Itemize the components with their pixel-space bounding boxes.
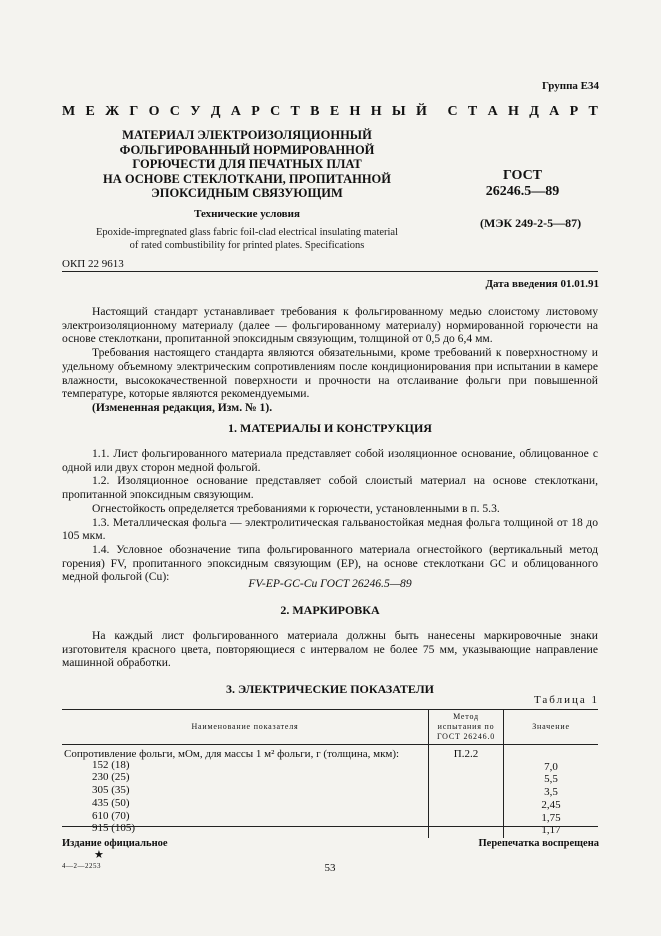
print-code: 4—2—2253 [62, 862, 101, 870]
standard-banner [62, 104, 598, 120]
official-edition: Издание официальное [62, 838, 168, 849]
paragraph: 1.2. Изоляционное основание представляет собой слоистый материал на основе стеклоткани, пропитанной эпоксидным связующим. [62, 474, 598, 502]
banner-letter: Ж [105, 104, 120, 119]
okp-code: ОКП 22 9613 [62, 258, 124, 270]
table-row [62, 745, 598, 760]
col-header-name: Наименование показателя [62, 710, 429, 745]
group-code: Группа Е34 [541, 80, 599, 92]
table-bottom-rule [62, 826, 598, 827]
effective-date [485, 278, 599, 290]
section-heading: 3. ЭЛЕКТРИЧЕСКИЕ ПОКАЗАТЕЛИ [225, 682, 435, 696]
banner-letter: У [190, 104, 201, 119]
paragraph: Огнестойкость определяется требованиями к горючести, установленными в п. 5.3. [92, 501, 500, 515]
paragraph: 1.1. Лист фольгированного материала представляет собой изоляционное основание, облицованное с одной или двух сторон медной фольгой. [62, 447, 598, 474]
banner-letter: Д [529, 104, 539, 119]
cell-mass: 230 (25) [92, 771, 130, 784]
banner-letter: С [270, 104, 281, 119]
section-heading: 1. МАТЕРИАЛЫ И КОНСТРУКЦИЯ [228, 421, 432, 435]
intro-text [62, 305, 598, 415]
cell-mass: 610 (70) [92, 809, 130, 822]
english-title: Epoxide-impregnated glass fabric foil-clad electrical insulating material of rated combustibility for printed plates. Specifications [95, 227, 399, 251]
cell-mass: 305 (35) [92, 784, 130, 797]
banner-letter: Т [467, 104, 478, 119]
header-divider [62, 271, 598, 272]
gost-label: ГОСТ [502, 168, 543, 183]
table-header-row [62, 710, 598, 745]
banner-letter: М [62, 104, 76, 119]
cell-value: 2,45 [541, 798, 561, 811]
page-number: 53 [324, 862, 336, 874]
paragraph: Настоящий стандарт устанавливает требования к фольгированному медью слоистому листовому электроизоляционному материалу (далее — фольгированному материалу) нормированной горючести на основе стеклоткани, пропитанной эпоксидным связующим, толщиной от 0,5 до 6,4 мм. [62, 305, 598, 346]
revision-note: (Измененная редакция, Изм. № 1). [92, 400, 273, 414]
mek-reference: (МЭК 249-2-5—87) [480, 216, 582, 230]
reprint-notice: Перепечатка воспрещена [478, 838, 599, 849]
date-label: Дата введения [485, 278, 558, 290]
electrical-table [62, 709, 598, 838]
col-header-value: Значение [504, 710, 599, 745]
section-heading: 2. МАРКИРОВКА [280, 603, 380, 617]
banner-letter: Д [210, 104, 221, 119]
banner-letter: Н [508, 104, 519, 119]
table-row [62, 760, 598, 773]
banner-letter: С [447, 104, 458, 119]
cell-mass: 152 (18) [92, 758, 130, 771]
cell-value: 1,75 [541, 811, 561, 824]
paragraph: Требования настоящего стандарта являются обязательными, кроме требований к поверхностному и удельному объемному электрическим сопротивлениям после кондиционирования при испытании в камере влажности, высококачественной поверхности и прочности на отслаивание фольги при повышенной температуре, которые являются рекомендуемыми. [62, 346, 598, 401]
table-row [62, 785, 598, 798]
cell-value: 7,0 [544, 760, 558, 773]
table-row [62, 798, 598, 811]
cell-value: 1,17 [541, 824, 561, 837]
banner-letter: А [230, 104, 241, 119]
banner-letter: Н [349, 104, 361, 119]
banner-letter: В [310, 104, 320, 119]
cell-value: 3,5 [544, 786, 558, 799]
banner-letter: А [487, 104, 498, 119]
banner-letter: Е [329, 104, 340, 119]
banner-letter: Р [569, 104, 579, 119]
cell-value: 5,5 [544, 773, 558, 786]
banner-letter: С [169, 104, 180, 119]
section1-text [62, 447, 598, 584]
banner-letter: Н [370, 104, 382, 119]
section2-text [62, 629, 598, 670]
paragraph: 1.4. Условное обозначение типа фольгированного материала огнестойкого (вертикальный метод горения) FV, пропитанного эпоксидным связующим (ЕР), на основе стеклоткани GC и облицованного медной фольгой (Cu): [62, 542, 598, 584]
cell-mass: 435 (50) [92, 796, 130, 809]
document-title: МАТЕРИАЛ ЭЛЕКТРОИЗОЛЯЦИОННЫЙ ФОЛЬГИРОВАННЫЙ НОРМИРОВАННОЙ ГОРЮЧЕСТИ ДЛЯ ПЕЧАТНЫХ ПЛАТ НА ОСНОВЕ СТЕКЛОТКАНИ, ПРОПИТАННОЙ ЭПОКСИДНЫМ СВЯЗУЮЩИМ [102, 128, 392, 200]
banner-letter: Т [588, 104, 598, 119]
paragraph: 1.3. Металлическая фольга — электролитическая гальваностойкая медная фольга толщиной от 18 до 105 мкм. [62, 515, 598, 543]
designation-formula: FV-EP-GC-Cu ГОСТ 26246.5—89 [248, 577, 412, 590]
document-subtitle: Технические условия [194, 207, 300, 220]
table-row [62, 772, 598, 785]
banner-letter: Ы [391, 104, 406, 119]
cell-mass: 915 (105) [92, 822, 136, 835]
paragraph: На каждый лист фольгированного материала должны быть нанесены маркировочные знаки изготовителя красного цвета, повторяющиеся с интервалом не более 75 мм, указывающие направление машинной обработки. [62, 629, 598, 670]
banner-letter: О [148, 104, 160, 119]
banner-letter: Г [129, 104, 139, 119]
col-header-method: Метод испытания по ГОСТ 26246.0 [429, 710, 504, 745]
date-value: 01.01.91 [560, 278, 599, 290]
table-caption: Таблица 1 [533, 694, 599, 706]
star-icon: ★ [94, 849, 104, 861]
banner-letter: Е [85, 104, 95, 119]
banner-letter: Р [251, 104, 260, 119]
cell-method: П.2.2 [429, 745, 504, 760]
table-row [62, 811, 598, 824]
gost-designation [445, 168, 600, 200]
banner-letter: А [549, 104, 560, 119]
banner-letter: Т [290, 104, 300, 119]
banner-letter: Й [415, 104, 427, 119]
cell-label: Сопротивление фольги, мОм, для массы 1 м² фольги, г (толщина, мкм): [64, 748, 400, 760]
title-block [62, 128, 432, 220]
gost-number: 26246.5—89 [485, 184, 560, 199]
